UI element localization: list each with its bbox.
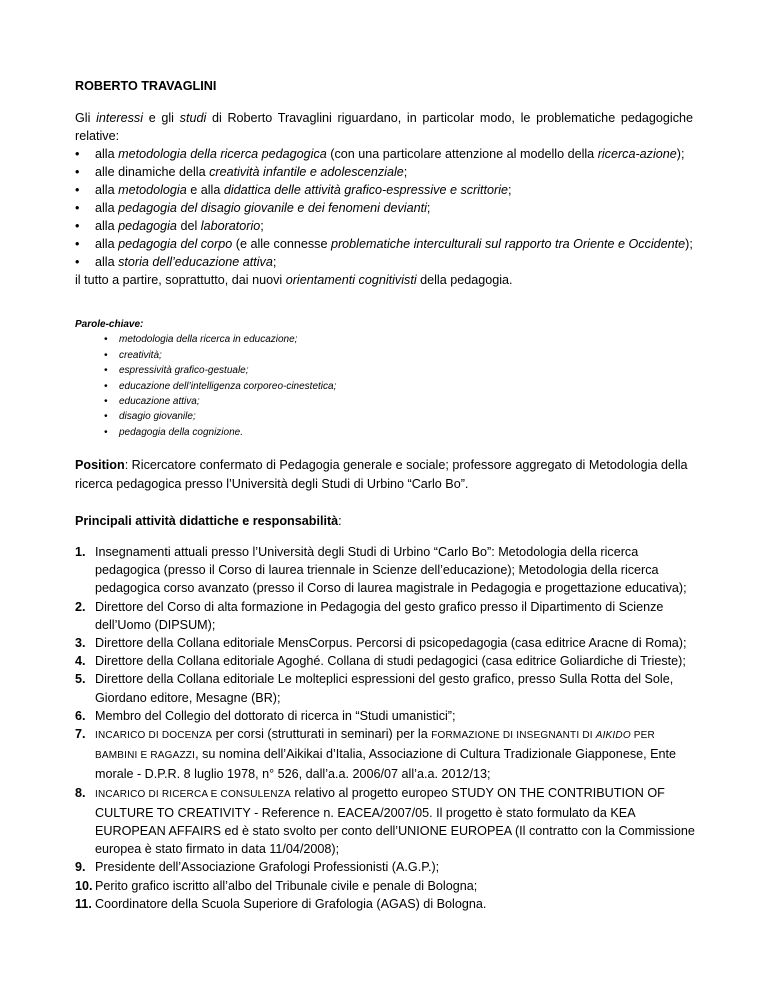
item-number: 9. [75, 860, 86, 875]
list-item [75, 253, 693, 271]
item-number: 10. [75, 878, 93, 893]
keywords-section [75, 317, 336, 440]
list-item [75, 199, 693, 217]
text: (con una particolare attenzione al modello della [326, 147, 598, 161]
activity-item [75, 858, 700, 876]
text: storia dell’educazione attiva [118, 255, 273, 269]
text: orientamenti cognitivisti [285, 273, 417, 287]
activity-text: FORMAZIONE DI INSEGNANTI DI [431, 730, 596, 742]
intro-paragraph [75, 109, 693, 145]
activity-text: relativo al progetto europeo STUDY ON THE CONTRIBUTION OF CULTURE TO CREATIVITY - Reference n. EACEA/2007/05. Il progetto è stato formulato da KEA EUROPEAN AFFAIRS ed è stato svolto per conto dell’UNIONE EUROPEA (Il contratto con la Commissione europea è stato firmato in data 11/04/2008); [95, 785, 695, 857]
text: studi [179, 111, 207, 125]
activity-item [75, 652, 700, 670]
item-number: 6. [75, 708, 86, 723]
text: didattica delle attività grafico-espressive e scrittorie [223, 183, 509, 197]
keywords-list [75, 332, 336, 440]
activity-text: Presidente dell’Associazione Grafologi Professionisti (A.G.P.); [95, 860, 440, 875]
activities-heading [75, 514, 342, 528]
activity-text: Coordinatore della Scuola Superiore di Grafologia (AGAS) di Bologna. [95, 896, 487, 911]
text: alla [95, 237, 119, 251]
bullet-icon: • [104, 349, 108, 361]
text: pedagogia [118, 219, 177, 233]
activity-text: AIKIDO [595, 730, 631, 742]
keyword-text: disagio giovanile; [119, 411, 196, 423]
interests-list [75, 145, 693, 271]
list-item [75, 235, 693, 253]
bullet-icon: • [104, 426, 108, 438]
activity-item [75, 634, 700, 652]
bullet-icon: • [75, 183, 80, 197]
activity-item [75, 725, 700, 784]
bullet-icon: • [75, 219, 80, 233]
item-number: 3. [75, 636, 86, 651]
activity-text: Perito grafico iscritto all’albo del Tribunale civile e penale di Bologna; [95, 878, 478, 893]
activity-text: Membro del Collegio del dottorato di ricerca in “Studi umanistici”; [95, 708, 456, 723]
text: pedagogia del corpo [118, 237, 233, 251]
item-number: 7. [75, 727, 86, 742]
keyword-item [104, 363, 336, 378]
text: interessi [96, 111, 143, 125]
activity-text: PER BAMBINI E RAGAZZI [95, 730, 655, 762]
text: della pedagogia. [416, 273, 513, 287]
item-number: 5. [75, 672, 86, 687]
item-number: 11. [75, 896, 92, 911]
text: alla [95, 201, 119, 215]
text: alla [95, 183, 119, 197]
text: e gli [143, 111, 180, 125]
activity-item [75, 543, 700, 598]
text: (e alle connesse [232, 237, 331, 251]
text: di Roberto Travaglini riguardano, in particolar modo, le problematiche pedagogiche relative: [75, 111, 694, 143]
author-name: ROBERTO TRAVAGLINI [75, 79, 217, 93]
bullet-icon: • [75, 165, 80, 179]
text: creatività infantile e adolescenziale [209, 165, 404, 179]
list-item [75, 145, 693, 163]
text: ); [676, 147, 685, 161]
activity-item [75, 895, 700, 913]
activity-item [75, 707, 700, 725]
activity-item [75, 598, 700, 634]
activity-text: INCARICO DI RICERCA E CONSULENZA [95, 788, 291, 800]
item-number: 8. [75, 785, 86, 800]
text: alla [95, 255, 119, 269]
keyword-item [104, 409, 336, 424]
text: alla [95, 147, 119, 161]
keyword-item [104, 394, 336, 409]
keyword-text: espressività grafico-gestuale; [119, 365, 249, 377]
text: Principali attività didattiche e responsabilità [75, 514, 339, 528]
list-item [75, 163, 693, 181]
activities-list [75, 543, 700, 913]
text: ; [508, 183, 512, 197]
activity-text: Direttore della Collana editoriale Le molteplici espressioni del gesto grafico, presso Sulla Rotta del Sole, Giordano editore, Mesagne (BR); [95, 672, 674, 705]
intro-closing [75, 271, 693, 289]
list-item [75, 217, 693, 235]
bullet-icon: • [75, 201, 80, 215]
activity-text: , su nomina dell’Aikikai d’Italia, Associazione di Cultura Tradizionale Giapponese, Ente morale - D.P.R. 8 luglio 1978, n° 526, dall’a.a. 2006/07 all’a.a. 2012/13; [95, 747, 677, 782]
text: del [176, 219, 201, 233]
activity-text: per corsi (strutturati in seminari) per la [212, 727, 432, 742]
position-paragraph [75, 456, 693, 494]
activity-item [75, 784, 700, 859]
keyword-text: educazione attiva; [119, 396, 200, 408]
activity-item [75, 670, 700, 706]
keyword-text: creatività; [119, 349, 162, 361]
activity-text: Direttore della Collana editoriale Agoghé. Collana di studi pedagogici (casa editrice Goliardiche di Trieste); [95, 654, 686, 669]
text: metodologia della ricerca pedagogica [118, 147, 327, 161]
text: pedagogia del disagio giovanile e dei fenomeni devianti [118, 201, 427, 215]
activity-text: Direttore del Corso di alta formazione in Pedagogia del gesto grafico presso il Dipartimento di Scienze dell’Uomo (DIPSUM); [95, 599, 664, 632]
keywords-title: Parole-chiave: [75, 319, 144, 330]
intro-section [75, 109, 693, 289]
activity-text: INCARICO DI DOCENZA [95, 730, 213, 742]
keyword-item [104, 332, 336, 347]
keyword-text: metodologia della ricerca in educazione; [119, 334, 298, 346]
activity-text: Direttore della Collana editoriale MensCorpus. Percorsi di psicopedagogia (casa editrice Aracne di Roma); [95, 636, 687, 651]
keyword-item [104, 425, 336, 440]
bullet-icon: • [75, 147, 80, 161]
keyword-item [104, 379, 336, 394]
text: ricerca-azione [597, 147, 677, 161]
text: il tutto a partire, soprattutto, dai nuovi [75, 273, 286, 287]
bullet-icon: • [104, 365, 108, 377]
text: problematiche interculturali sul rapporto tra Oriente e Occidente [330, 237, 686, 251]
text: ; [272, 255, 277, 269]
list-item [75, 181, 693, 199]
text: laboratorio [200, 219, 261, 233]
item-number: 4. [75, 654, 86, 669]
item-number: 2. [75, 599, 86, 614]
text: : [338, 514, 342, 528]
bullet-icon: • [104, 396, 108, 408]
text: ; [426, 201, 431, 215]
keyword-text: educazione dell’intelligenza corporeo-cinestetica; [119, 380, 337, 392]
text: e alla [186, 183, 224, 197]
item-number: 1. [75, 545, 86, 559]
text: metodologia [118, 183, 187, 197]
activity-text: Insegnamenti attuali presso l’Università degli Studi di Urbino “Carlo Bo”: Metodologia della ricerca pedagogica (presso il Corso di laurea triennale in Scienze dell’educazione); Metodologia della ricerca pedagogica corso avanzato (presso il Corso di laurea magistrale in Pedagogia e progettazione educativa); [95, 545, 687, 596]
activity-item [75, 877, 700, 895]
keyword-text: pedagogia della cognizione. [119, 426, 243, 438]
keyword-item [104, 348, 336, 363]
text: ; [260, 219, 264, 233]
bullet-icon: • [75, 237, 80, 251]
text: ; [403, 165, 408, 179]
text: alla [95, 219, 119, 233]
bullet-icon: • [104, 380, 108, 392]
position-text: : Ricercatore confermato di Pedagogia generale e sociale; professore aggregato di Metodologia della ricerca pedagogica presso l’Università degli Studi di Urbino “Carlo Bo”. [75, 458, 688, 491]
bullet-icon: • [104, 334, 108, 346]
bullet-icon: • [104, 411, 108, 423]
text: Gli [75, 111, 97, 125]
position-label: Position [75, 458, 125, 472]
bullet-icon: • [75, 255, 80, 269]
text: alle dinamiche della [95, 165, 210, 179]
text: ); [685, 237, 693, 251]
